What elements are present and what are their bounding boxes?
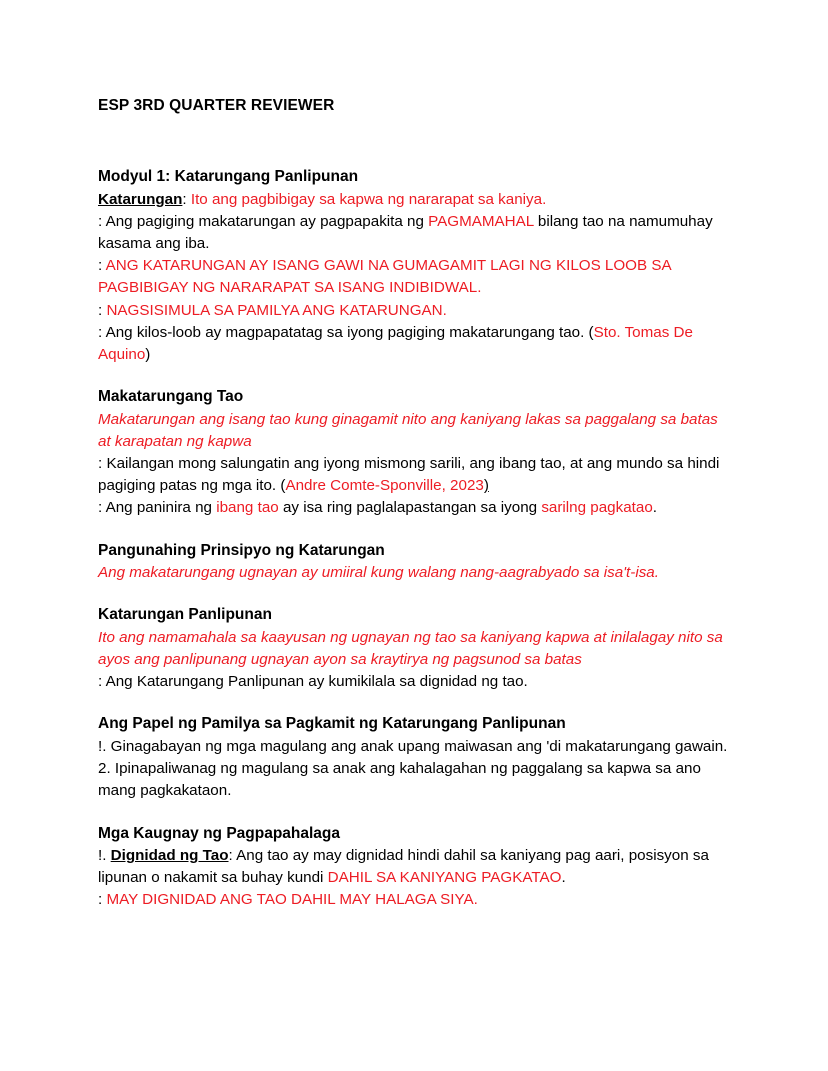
katarungan-pagmamahal	[98, 211, 730, 255]
page-title: ESP 3RD QUARTER REVIEWER	[98, 97, 335, 114]
section-heading: Katarungan Panlipunan	[98, 606, 272, 624]
section-heading: Makatarungang Tao	[98, 388, 244, 406]
section-heading: Modyul 1: Katarungang Panlipunan	[98, 168, 359, 185]
makatarungang-tao-paninira	[98, 497, 730, 519]
section-heading: Ang Papel ng Pamilya sa Pagkamit ng Katarungang Panlipunan	[98, 715, 566, 733]
text-run: sarilng pagkatao	[541, 499, 653, 517]
katarungan-definition	[98, 189, 730, 211]
text-run: Makatarungan ang isang tao kung ginagamit nito ang kaniyang lakas sa paggalang sa batas at karapatan ng kapwa	[98, 410, 718, 450]
kaugnay-item-2	[98, 889, 730, 911]
text-run: : Kailangan mong salungatin ang iyong mismong sarili, ang ibang tao, at ang mundo sa hindi pagiging patas ng mga ito. (	[98, 455, 720, 495]
papel-pamilya-item-1	[98, 736, 730, 758]
text-run: :	[98, 301, 107, 319]
papel-pamilya-item-2	[98, 758, 730, 802]
text-run: 2. Ipinapaliwanag ng magulang sa anak ang kahalagahan ng paggalang sa kapwa sa ano mang pagkakataon.	[98, 760, 701, 800]
text-run: :	[182, 190, 191, 208]
makatarungang-tao-salungatin	[98, 453, 730, 497]
text-run: )	[145, 345, 151, 363]
katarungan-panlipunan-definition	[98, 627, 730, 671]
katarungan-gawi	[98, 255, 730, 299]
text-run: ANG KATARUNGAN AY ISANG GAWI NA GUMAGAMIT LAGI NG KILOS LOOB SA PAGBIBIGAY NG NARARAPAT SA ISANG INDIBIDWAL.	[98, 257, 671, 297]
text-run: )	[483, 477, 489, 495]
katarungan-kilos-loob	[98, 322, 730, 366]
text-run: DAHIL SA KANIYANG PAGKATAO	[327, 869, 562, 887]
text-run: Katarungan	[98, 190, 183, 208]
katarungan-panlipunan-dignidad	[98, 671, 730, 693]
text-run: bilang tao na namumuhay kasama ang iba.	[98, 212, 713, 252]
katarungan-pamilya	[98, 300, 730, 322]
kaugnay-item-1	[98, 845, 730, 889]
text-run: Andre Comte-Sponville, 2023	[285, 477, 484, 495]
text-run: ibang tao	[216, 499, 279, 517]
text-run: : Ang tao ay may dignidad hindi dahil sa kaniyang pag aari, posisyon sa lipunan o nakamit sa buhay kundi	[98, 847, 709, 887]
text-run: Ang makatarungang ugnayan ay umiiral kung walang nang-aagrabyado sa isa't-isa.	[98, 564, 659, 582]
text-run: NAGSISIMULA SA PAMILYA ANG KATARUNGAN.	[106, 301, 447, 319]
document-section	[98, 604, 730, 693]
text-run: Dignidad ng Tao	[110, 847, 229, 865]
text-run: : Ang Katarungang Panlipunan ay kumikilala sa dignidad ng tao.	[98, 673, 528, 691]
text-run: PAGMAMAHAL	[428, 212, 534, 230]
document-section	[98, 823, 730, 912]
text-run: !.	[98, 847, 111, 865]
document-section	[98, 166, 730, 366]
makatarungang-tao-definition	[98, 409, 730, 453]
text-run: .	[652, 499, 657, 517]
section-heading: Pangunahing Prinsipyo ng Katarungan	[98, 541, 385, 559]
text-run: Ito ang namamahala sa kaayusan ng ugnayan ng tao sa kaniyang kapwa at inilalagay nito sa ayos ang panlipunang ugnayan ayon sa kraytirya ng pagsunod sa batas	[98, 628, 723, 669]
text-run: : Ang kilos-loob ay magpapatatag sa iyong pagiging makatarungang tao. (	[98, 323, 594, 341]
text-run: !. Ginagabayan ng mga magulang ang anak upang maiwasan ang 'di makatarungang gawain.	[98, 737, 728, 755]
text-run: Ito ang pagbibigay sa kapwa ng nararapat sa kaniya.	[190, 190, 547, 208]
document-section	[98, 713, 730, 802]
title-spacer	[98, 116, 730, 166]
text-run: : Ang paninira ng	[98, 499, 217, 517]
document-section	[98, 386, 730, 520]
section-heading: Mga Kaugnay ng Pagpapahalaga	[98, 824, 341, 842]
text-run: ay isa ring paglalapastangan sa iyong	[278, 499, 542, 517]
text-run: :	[98, 257, 106, 275]
text-run: :	[98, 891, 107, 909]
document-body	[98, 166, 730, 912]
text-run: : Ang pagiging makatarungan ay pagpapakita ng	[98, 212, 429, 230]
document-section	[98, 540, 730, 585]
pangunahing-prinsipyo-definition	[98, 562, 730, 584]
text-run: Sto. Tomas De Aquino	[98, 323, 693, 363]
text-run: MAY DIGNIDAD ANG TAO DAHIL MAY HALAGA SIYA.	[106, 891, 478, 909]
text-run: .	[561, 869, 566, 887]
